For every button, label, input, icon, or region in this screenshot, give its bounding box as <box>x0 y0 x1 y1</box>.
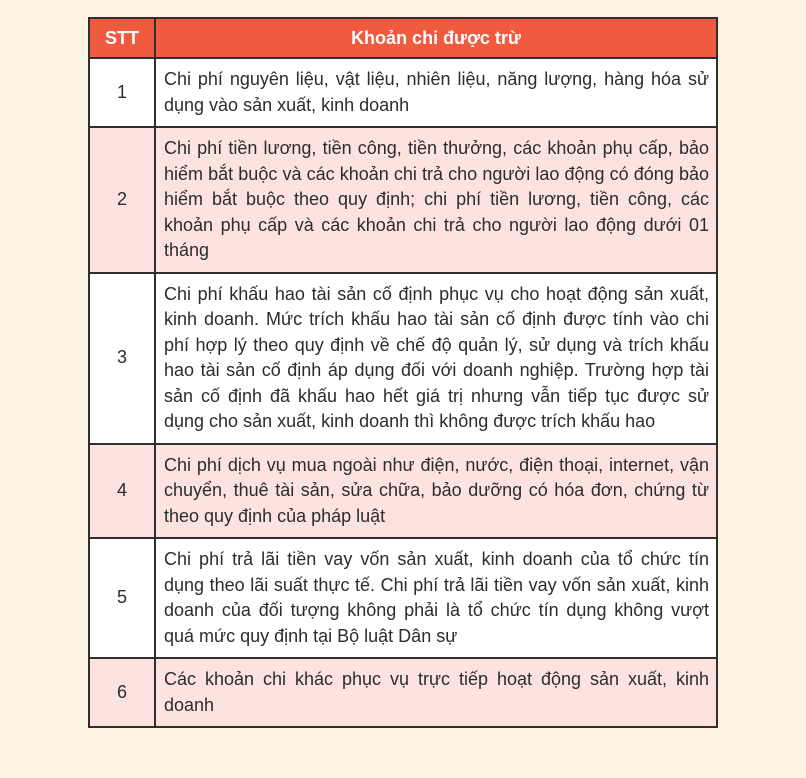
row-content: Chi phí tiền lương, tiền công, tiền thưởng, các khoản phụ cấp, bảo hiểm bắt buộc và các khoản chi trả cho người lao động có đóng bảo hiểm bắt buộc theo quy định; chi phí tiền lương, tiền công, các khoản phụ cấp và các khoản chi trả cho người lao động dưới 01 tháng <box>155 127 717 273</box>
table-row <box>89 444 717 539</box>
row-number: 6 <box>89 658 155 727</box>
header-stt: STT <box>89 18 155 58</box>
row-content: Chi phí khấu hao tài sản cố định phục vụ cho hoạt động sản xuất, kinh doanh. Mức trích khấu hao tài sản cố định được tính vào chi phí hợp lý theo quy định về chế độ quản lý, sử dụng và trích khấu hao tài sản cố định áp dụng đối với doanh nghiệp. Trường hợp tài sản cố định đã khấu hao hết giá trị nhưng vẫn tiếp tục được sử dụng cho sản xuất, kinh doanh thì không được trích khấu hao <box>155 273 717 444</box>
row-number: 1 <box>89 58 155 127</box>
row-number: 5 <box>89 538 155 658</box>
header-row <box>89 18 717 58</box>
deductible-expenses-table-container <box>88 17 716 728</box>
table-header <box>89 18 717 58</box>
row-number: 4 <box>89 444 155 539</box>
table-row <box>89 658 717 727</box>
header-content: Khoản chi được trừ <box>155 18 717 58</box>
deductible-expenses-table <box>88 17 718 728</box>
table-row <box>89 58 717 127</box>
table-row <box>89 127 717 273</box>
row-content: Chi phí nguyên liệu, vật liệu, nhiên liệu, năng lượng, hàng hóa sử dụng vào sản xuất, kinh doanh <box>155 58 717 127</box>
row-content: Chi phí dịch vụ mua ngoài như điện, nước, điện thoại, internet, vận chuyển, thuê tài sản, sửa chữa, bảo dưỡng có hóa đơn, chứng từ theo quy định của pháp luật <box>155 444 717 539</box>
table-row <box>89 538 717 658</box>
row-number: 3 <box>89 273 155 444</box>
row-content: Các khoản chi khác phục vụ trực tiếp hoạt động sản xuất, kinh doanh <box>155 658 717 727</box>
row-content: Chi phí trả lãi tiền vay vốn sản xuất, kinh doanh của tổ chức tín dụng theo lãi suất thực tế. Chi phí trả lãi tiền vay vốn sản xuất, kinh doanh của đối tượng không phải là tổ chức tín dụng không vượt quá mức quy định tại Bộ luật Dân sự <box>155 538 717 658</box>
row-number: 2 <box>89 127 155 273</box>
table-row <box>89 273 717 444</box>
table-body <box>89 58 717 727</box>
